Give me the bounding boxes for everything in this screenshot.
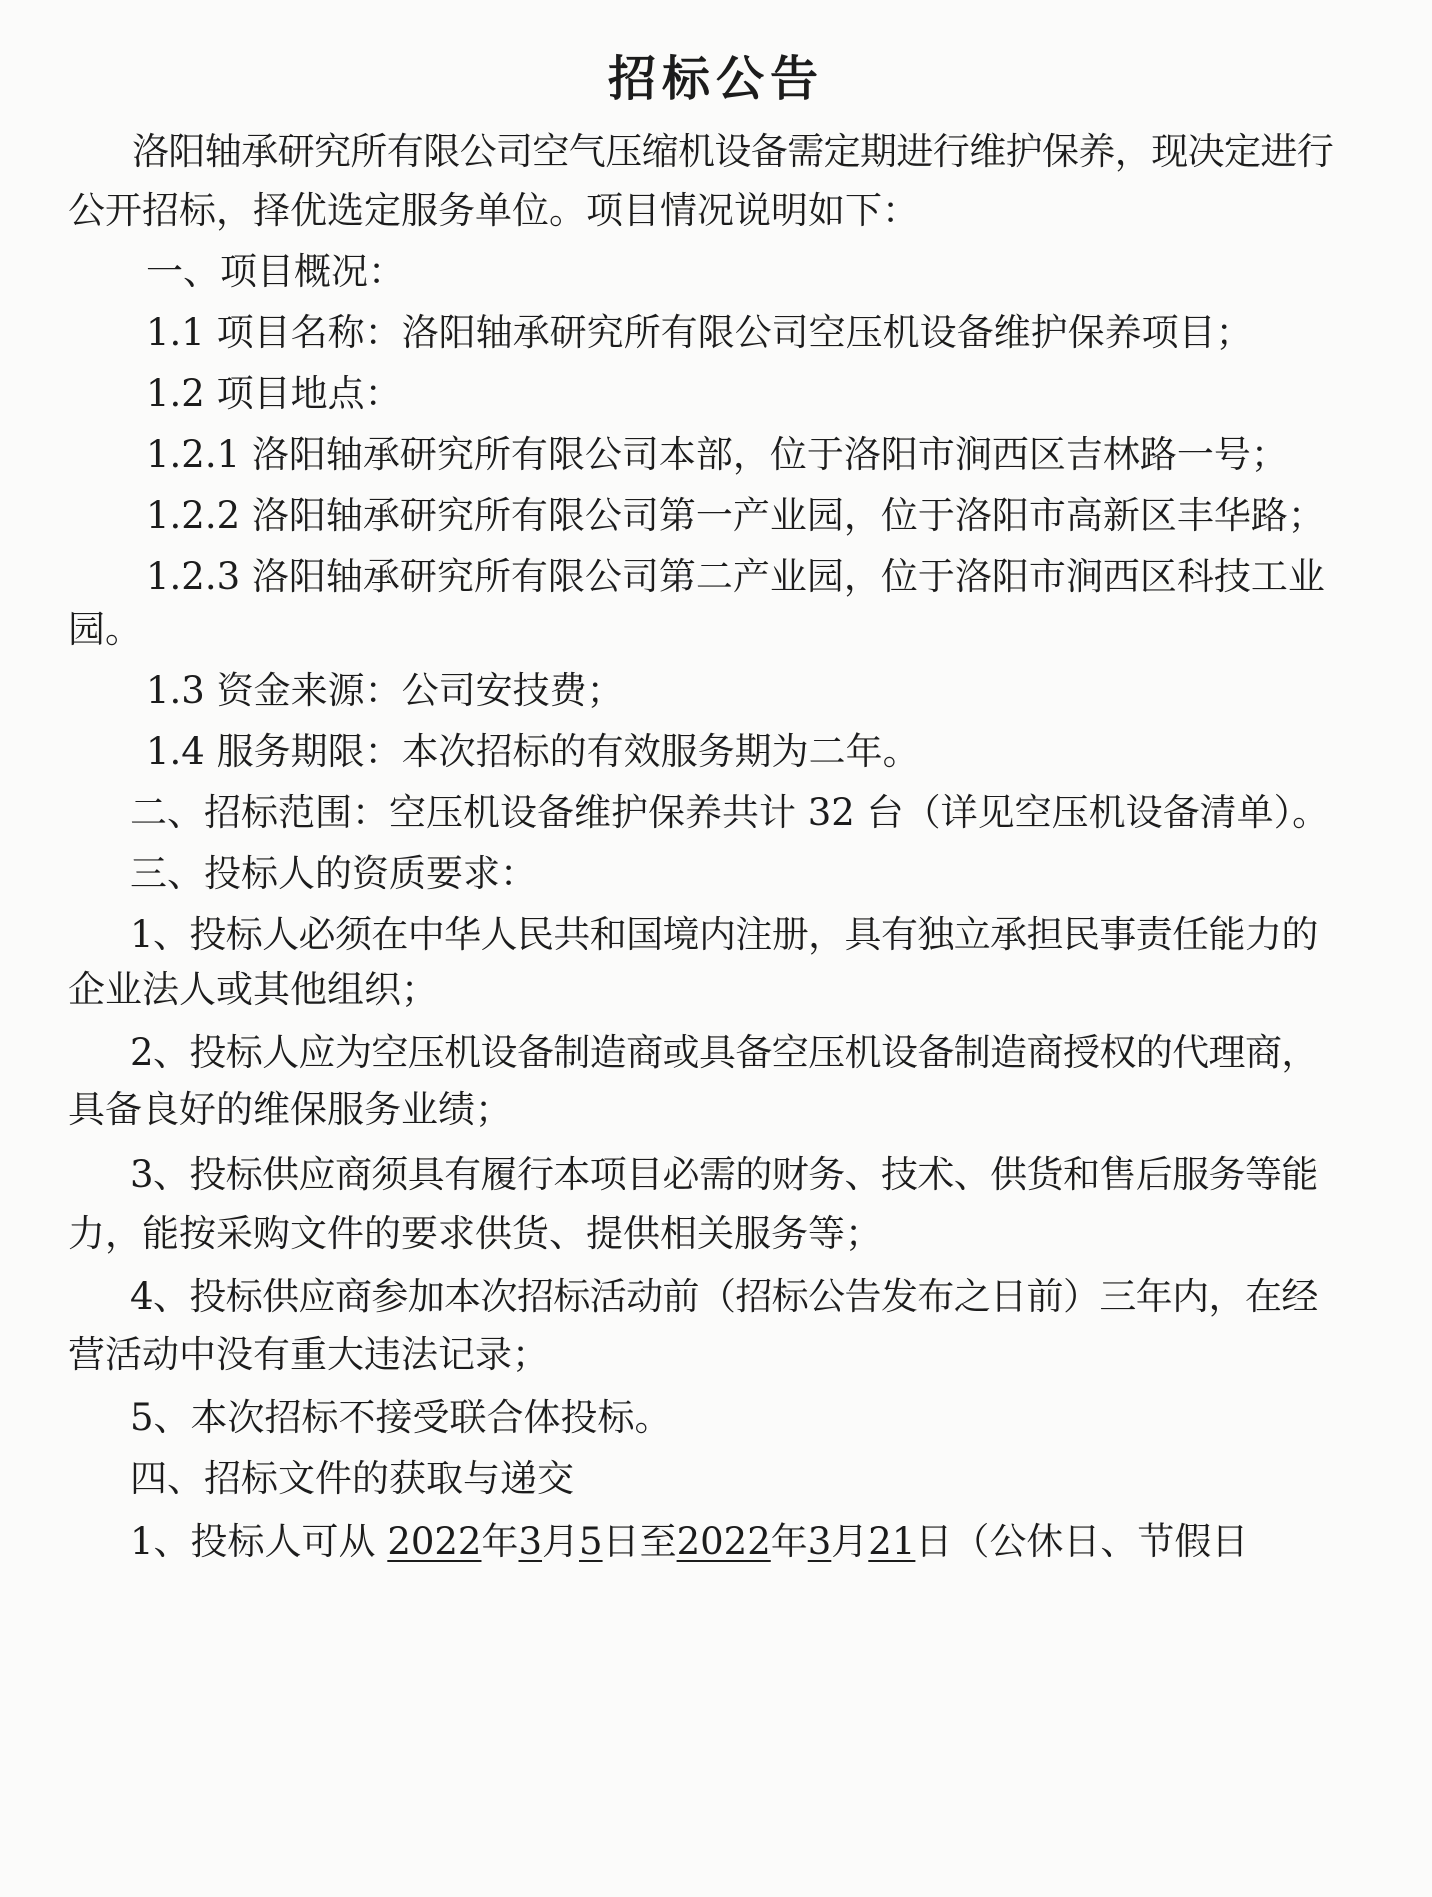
- item-1-prefix: 1、投标人可从: [130, 1520, 388, 1563]
- document-title: 招标公告: [607, 51, 824, 107]
- end-year: 2022: [676, 1520, 771, 1563]
- req-2-line-2: 具备良好的维保服务业绩；: [68, 1088, 512, 1131]
- item-1-4: 1.4 服务期限：本次招标的有效服务期为二年。: [146, 730, 920, 773]
- req-1-line-2: 企业法人或其他组织；: [68, 968, 438, 1011]
- req-3-line-2: 力，能按采购文件的要求供货、提供相关服务等；: [68, 1212, 882, 1255]
- year-label: 年: [481, 1520, 519, 1563]
- section4-item-1: [130, 1520, 1248, 1564]
- req-2-line-1: 2、投标人应为空压机设备制造商或具备空压机设备制造商授权的代理商，: [130, 1031, 1318, 1074]
- section4-heading: 四、招标文件的获取与递交: [130, 1457, 574, 1500]
- section3-heading: 三、投标人的资质要求：: [130, 852, 537, 895]
- section1-heading: 一、项目概况：: [146, 250, 405, 293]
- req-5: 5、本次招标不接受联合体投标。: [130, 1396, 672, 1439]
- req-3-line-1: 3、投标供应商须具有履行本项目必需的财务、技术、供货和售后服务等能: [130, 1153, 1318, 1196]
- start-month: 3: [518, 1520, 543, 1563]
- item-1-3: 1.3 资金来源：公司安技费；: [146, 669, 624, 712]
- month-label: 月: [542, 1520, 580, 1563]
- req-1-line-1: 1、投标人必须在中华人民共和国境内注册，具有独立承担民事责任能力的: [130, 913, 1318, 956]
- intro-line-2: 公开招标，择优选定服务单位。项目情况说明如下：: [68, 189, 919, 232]
- start-day: 5: [579, 1520, 603, 1563]
- item-1-2-1: 1.2.1 洛阳轴承研究所有限公司本部，位于洛阳市涧西区吉林路一号；: [146, 433, 1288, 476]
- item-1-2: 1.2 项目地点：: [146, 372, 402, 415]
- req-4-line-2: 营活动中没有重大违法记录；: [68, 1333, 549, 1376]
- item-1-2-2: 1.2.2 洛阳轴承研究所有限公司第一产业园，位于洛阳市高新区丰华路；: [146, 494, 1325, 537]
- item-1-2-3-line-2: 园。: [68, 608, 142, 651]
- month-label-2: 月: [831, 1520, 869, 1563]
- end-month: 3: [807, 1520, 832, 1563]
- day-to-label: 日至: [602, 1520, 677, 1563]
- item-1-suffix: 日（公休日、节假日: [915, 1520, 1249, 1563]
- item-1-1: 1.1 项目名称：洛阳轴承研究所有限公司空压机设备维护保养项目；: [146, 311, 1253, 354]
- item-1-2-3-line-1: 1.2.3 洛阳轴承研究所有限公司第二产业园，位于洛阳市涧西区科技工业: [146, 555, 1325, 598]
- intro-line-1: 洛阳轴承研究所有限公司空气压缩机设备需定期进行维护保养，现决定进行: [132, 130, 1334, 173]
- end-day: 21: [868, 1520, 916, 1563]
- start-year: 2022: [387, 1520, 482, 1563]
- section2-heading: 二、招标范围：空压机设备维护保养共计 32 台（详见空压机设备清单）。: [130, 791, 1330, 834]
- req-4-line-1: 4、投标供应商参加本次招标活动前（招标公告发布之日前）三年内，在经: [130, 1275, 1318, 1318]
- year-label-2: 年: [770, 1520, 808, 1563]
